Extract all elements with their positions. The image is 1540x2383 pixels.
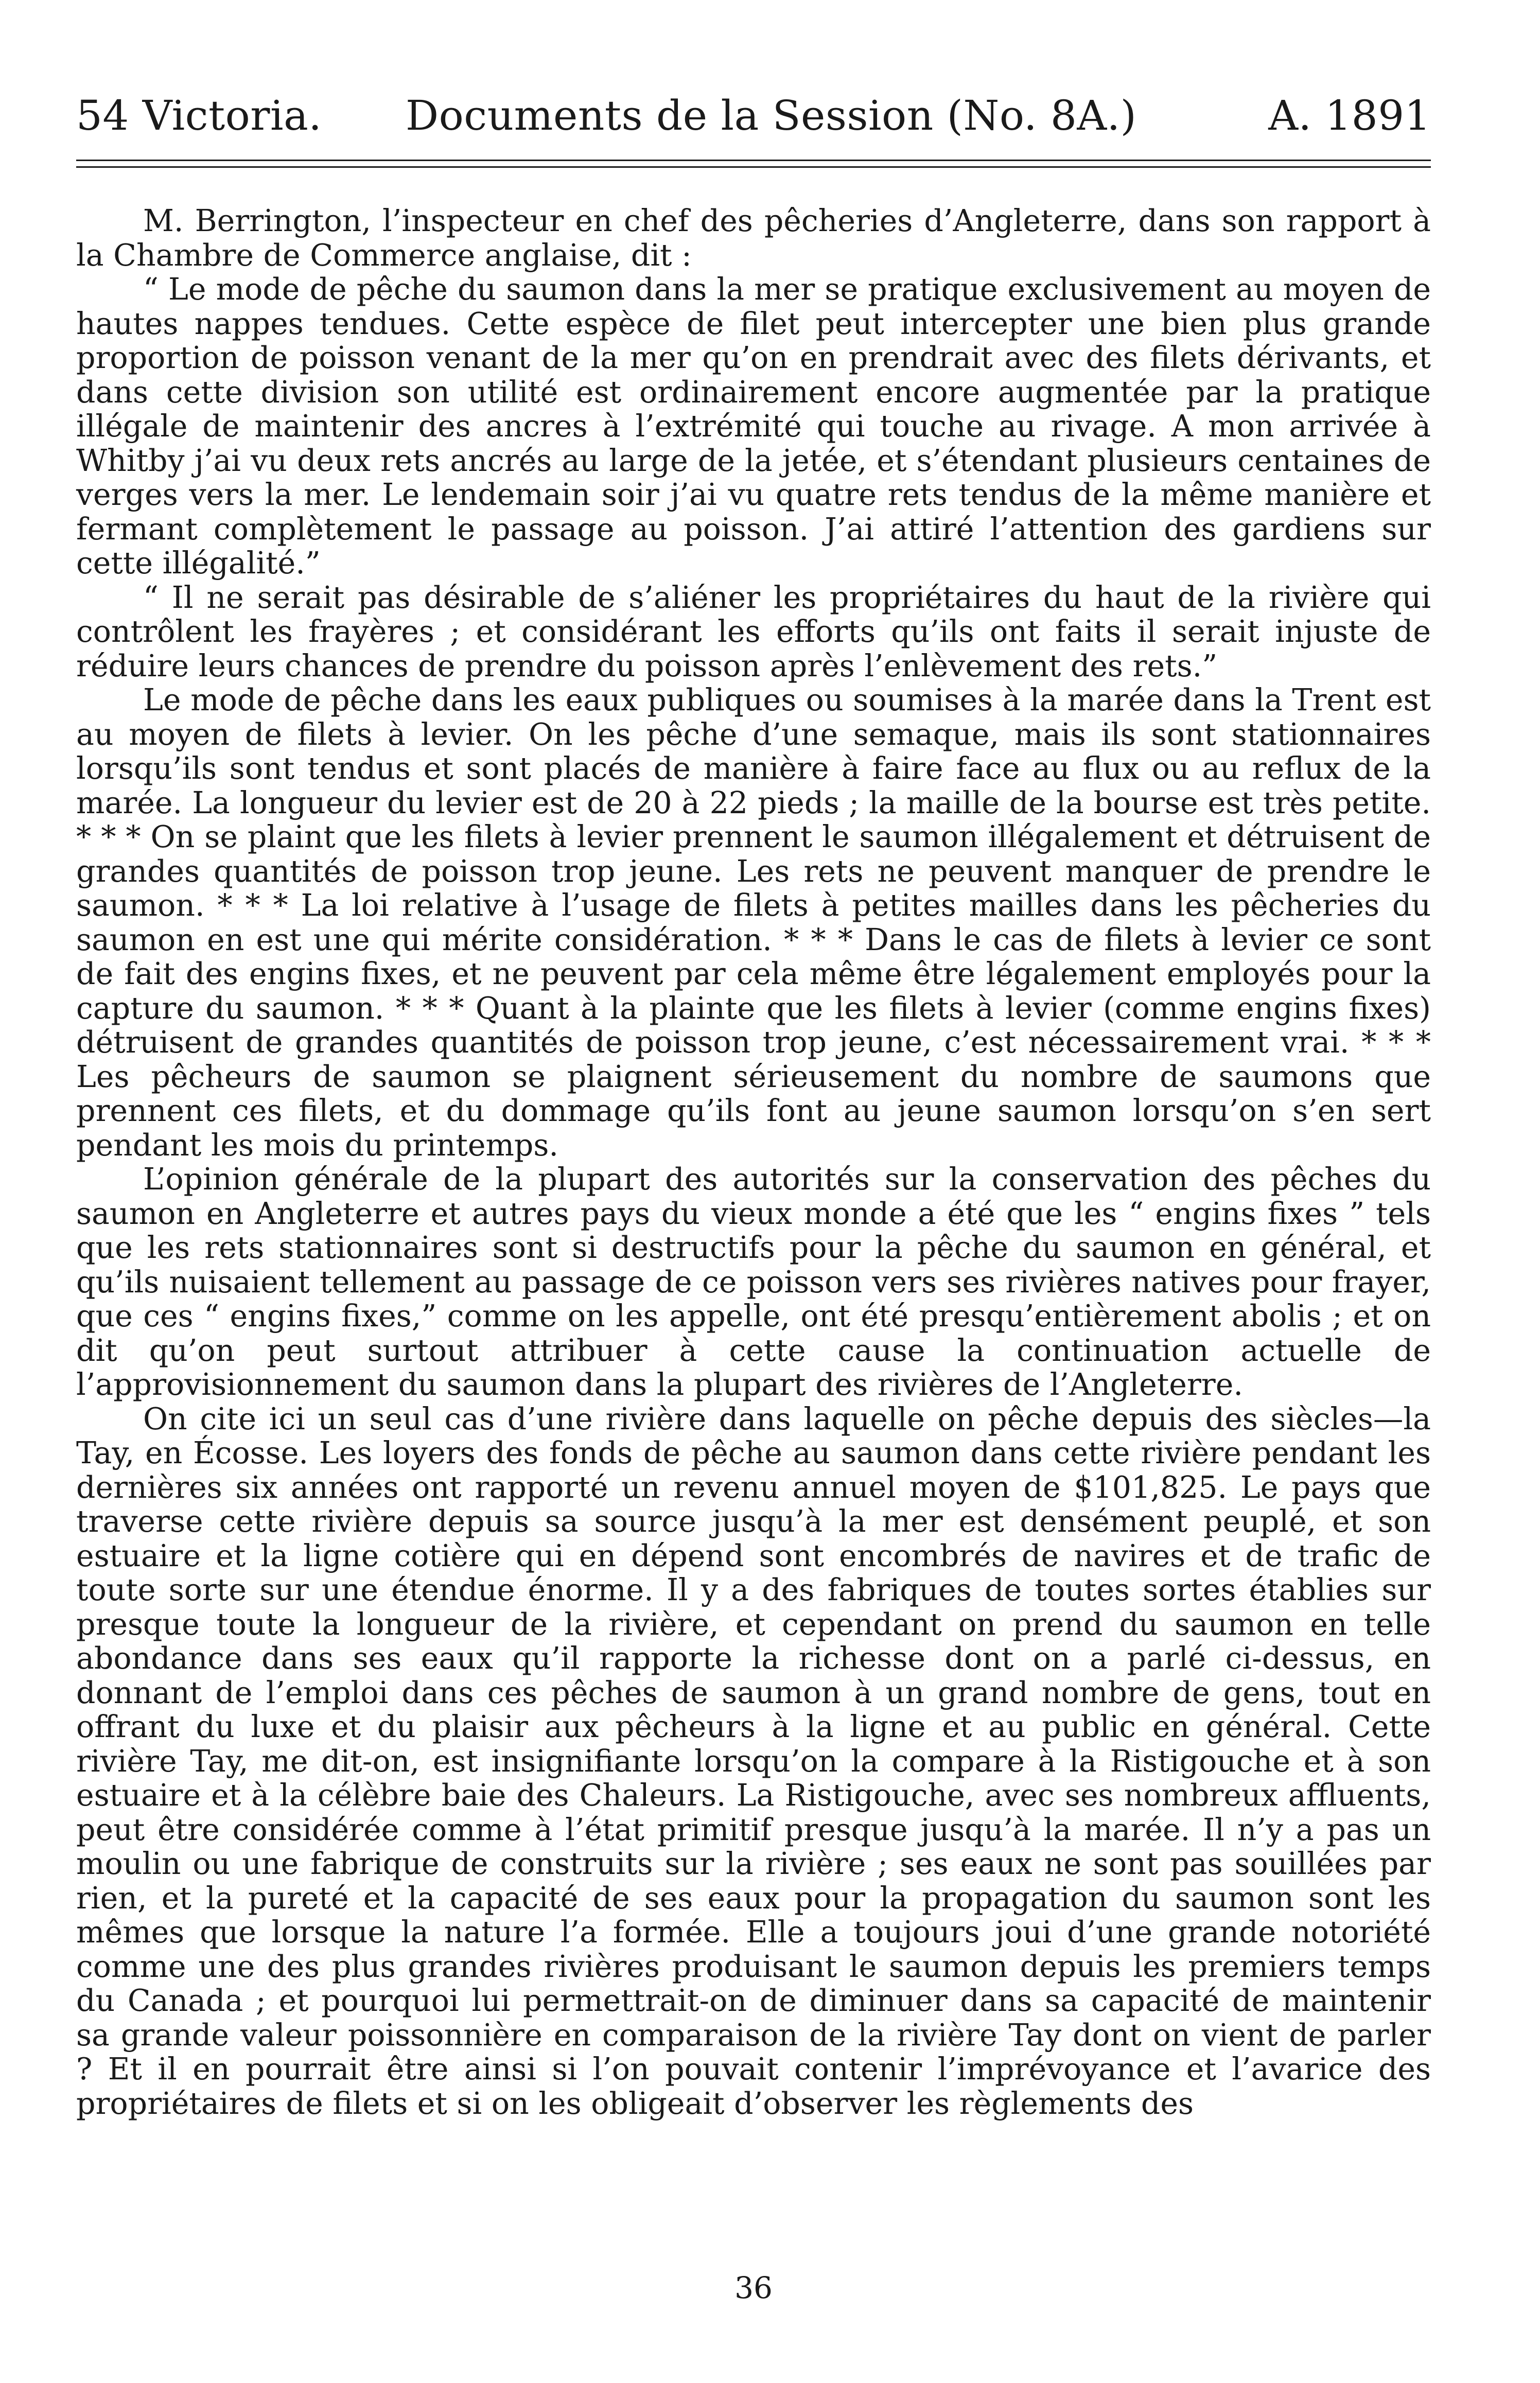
document-page [76, 72, 1431, 2357]
paragraph-trent-lever-nets: Le mode de pêche dans les eaux publiques ou soumises à la marée dans la Trent est au moyen de filets à levier. On les pêche d’une semaque, mais ils sont stationnaires lorsqu’ils sont tendus et sont placés de manière à faire face au flux ou au reflux de la marée. La longueur du levier est de 20 à 22 pieds ; la maille de la bourse est très petite. * * * On se plaint que les filets à levier prennent le saumon illégalement et détruisent de grandes quantités de poisson trop jeune. Les rets ne peuvent manquer de prendre le saumon. * * * La loi relative à l’usage de filets à petites mailles dans les pêcheries du saumon en est une qui mérite considération. * * * Dans le cas de filets à levier ce sont de fait des engins fixes, et ne peuvent par cela même être légalement employés pour la capture du saumon. * * * Quant à la plainte que les filets à levier (comme engins fixes) détruisent de grandes quantités de poisson trop jeune, c’est nécessairement vrai. * * * Les pêcheurs de saumon se plaignent sérieusement du nombre de saumons que prennent ces filets, et du dommage qu’ils font au jeune saumon lorsqu’on s’en sert pendant les mois du printemps. [76, 682, 1431, 1163]
paragraph-berrington-intro: M. Berrington, l’inspecteur en chef des pêcheries d’Angleterre, dans son rapport à la Chambre de Commerce anglaise, dit : [76, 203, 1431, 273]
page-number: 36 [734, 2270, 773, 2305]
header-series-year: A. 1891 [1268, 92, 1431, 139]
header-document-title: Documents de la Session (No. 8A.) [406, 92, 1137, 139]
paragraph-tay-ristigouche: On cite ici un seul cas d’une rivière dans laquelle on pêche depuis des siècles—la Tay, en Écosse. Les loyers des fonds de pêche au saumon dans cette rivière pendant les dernières six années ont rapporté un revenu annuel moyen de $101,825. Le pays que traverse cette rivière depuis sa source jusqu’à la mer est densément peuplé, et son estuaire et la ligne cotière qui en dépend sont encombrés de navires et de trafic de toute sorte sur une étendue énorme. Il y a des fabriques de toutes sortes établies sur presque toute la longueur de la rivière, et cependant on prend du saumon en telle abondance dans ses eaux qu’il rapporte la richesse dont on a parlé ci-dessus, en donnant de l’emploi dans ces pêches de saumon à un grand nombre de gens, tout en offrant du luxe et du plaisir aux pêcheurs à la ligne et au public en général. Cette rivière Tay, me dit-on, est insignifiante lorsqu’on la compare à la Ristigouche et à son estuaire et à la célèbre baie des Chaleurs. La Ristigouche, avec ses nombreux affluents, peut être considérée comme à l’état primitif presque jusqu’à la marée. Il n’y a pas un moulin ou une fabrique de construits sur la rivière ; ses eaux ne sont pas souillées par rien, et la pureté et la capacité de ses eaux pour la propagation du saumon sont les mêmes que lorsque la nature l’a formée. Elle a toujours joui d’une grande notoriété comme une des plus grandes rivières produisant le saumon depuis les premiers temps du Canada ; et pourquoi lui permettrait-on de diminuer dans sa capacité de maintenir sa grande valeur poissonnière en comparaison de la rivière Tay dont on vient de parler ? Et il en pourrait être ainsi si l’on pouvait contenir l’imprévoyance et l’avarice des propriétaires de filets et si on les obligeait d’observer les règlements des [76, 1401, 1431, 2121]
header-session-year: 54 Victoria. [76, 92, 322, 139]
header-rule-bottom [76, 166, 1431, 168]
body-text [76, 204, 1431, 2121]
paragraph-quote-fixed-nets: “ Le mode de pêche du saumon dans la mer se pratique exclusivement au moyen de hautes nappes tendues. Cette espèce de filet peut intercepter une bien plus grande proportion de poisson venant de la mer qu’on en prendrait avec des filets dérivants, et dans cette division son utilité est ordinairement encore augmentée par la pratique illégale de maintenir des ancres à l’extrémité qui touche au rivage. A mon arrivée à Whitby j’ai vu deux rets ancrés au large de la jetée, et s’étendant plusieurs centaines de verges vers la mer. Le lendemain soir j’ai vu quatre rets tendus de la même manière et fermant complètement le passage au poisson. J’ai attiré l’attention des gardiens sur cette illégalité.” [76, 272, 1431, 581]
running-header [76, 72, 1431, 160]
header-rule-top [76, 160, 1431, 161]
paragraph-quote-upper-owners: “ Il ne serait pas désirable de s’aliéner les propriétaires du haut de la rivière qui contrôlent les frayères ; et considérant les efforts qu’ils ont faits il serait injuste de réduire leurs chances de prendre du poisson après l’enlèvement des rets.” [76, 580, 1431, 684]
paragraph-general-opinion: L’opinion générale de la plupart des autorités sur la conservation des pêches du saumon en Angleterre et autres pays du vieux monde a été que les “ engins fixes ” tels que les rets stationnaires sont si destructifs pour la pêche du saumon en général, et qu’ils nuisaient tellement au passage de ce poisson vers ses rivières natives pour frayer, que ces “ engins fixes,” comme on les appelle, ont été presqu’entièrement abolis ; et on dit qu’on peut surtout attribuer à cette cause la continuation actuelle de l’approvisionnement du saumon dans la plupart des rivières de l’Angleterre. [76, 1162, 1431, 1402]
